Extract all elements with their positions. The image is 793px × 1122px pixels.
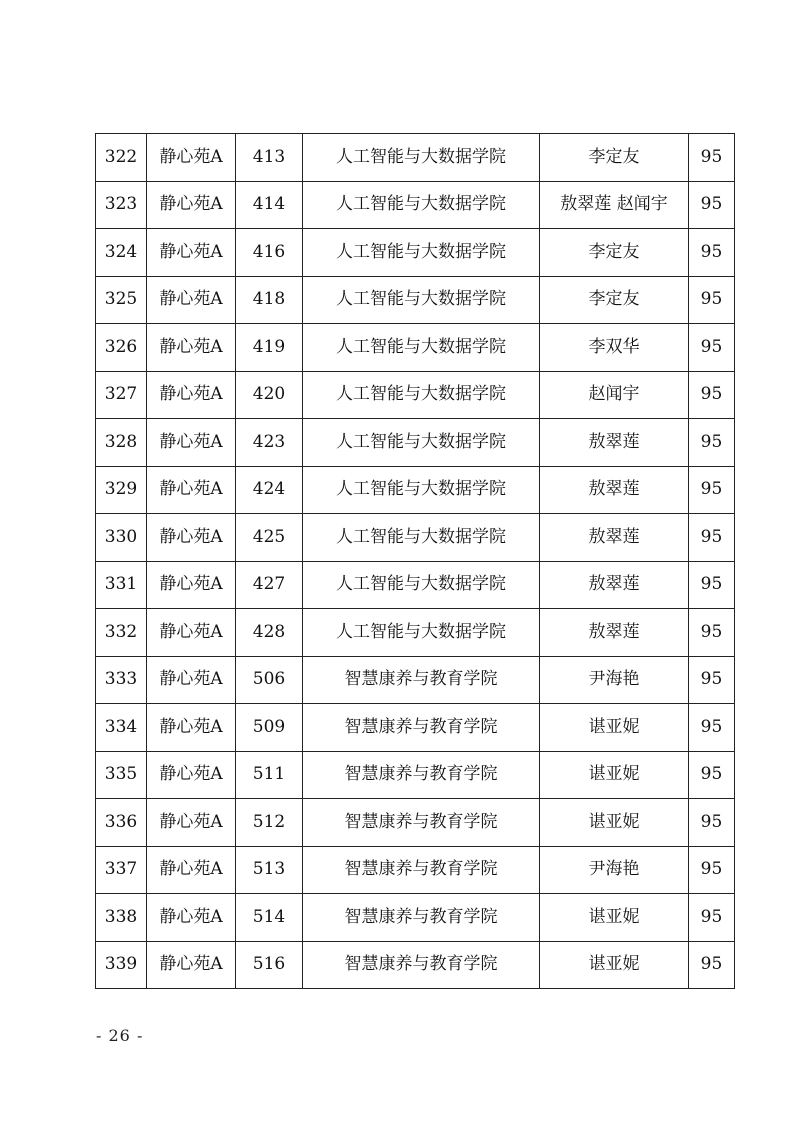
score-cell: 95 xyxy=(689,941,735,989)
college-cell: 人工智能与大数据学院 xyxy=(303,561,540,609)
teacher-cell: 尹海艳 xyxy=(540,846,689,894)
room-number-cell: 424 xyxy=(236,466,303,514)
building-cell: 静心苑A xyxy=(147,561,236,609)
room-number-cell: 514 xyxy=(236,894,303,942)
score-cell: 95 xyxy=(689,466,735,514)
score-cell: 95 xyxy=(689,514,735,562)
table-row xyxy=(96,181,735,229)
building-cell: 静心苑A xyxy=(147,751,236,799)
teacher-cell: 敖翠莲 xyxy=(540,514,689,562)
row-number-cell: 339 xyxy=(96,941,147,989)
page-number: - 26 - xyxy=(96,1026,144,1045)
score-cell: 95 xyxy=(689,419,735,467)
score-cell: 95 xyxy=(689,704,735,752)
building-cell: 静心苑A xyxy=(147,799,236,847)
dormitory-score-table xyxy=(95,133,735,989)
row-number-cell: 330 xyxy=(96,514,147,562)
building-cell: 静心苑A xyxy=(147,609,236,657)
college-cell: 人工智能与大数据学院 xyxy=(303,134,540,182)
score-cell: 95 xyxy=(689,799,735,847)
table-row xyxy=(96,514,735,562)
room-number-cell: 418 xyxy=(236,276,303,324)
college-cell: 人工智能与大数据学院 xyxy=(303,466,540,514)
row-number-cell: 331 xyxy=(96,561,147,609)
building-cell: 静心苑A xyxy=(147,941,236,989)
college-cell: 人工智能与大数据学院 xyxy=(303,609,540,657)
row-number-cell: 336 xyxy=(96,799,147,847)
college-cell: 智慧康养与教育学院 xyxy=(303,894,540,942)
teacher-cell: 赵闻宇 xyxy=(540,371,689,419)
room-number-cell: 511 xyxy=(236,751,303,799)
college-cell: 智慧康养与教育学院 xyxy=(303,846,540,894)
row-number-cell: 326 xyxy=(96,324,147,372)
score-cell: 95 xyxy=(689,561,735,609)
building-cell: 静心苑A xyxy=(147,276,236,324)
table-row xyxy=(96,276,735,324)
table-row xyxy=(96,324,735,372)
room-number-cell: 428 xyxy=(236,609,303,657)
room-number-cell: 516 xyxy=(236,941,303,989)
room-number-cell: 427 xyxy=(236,561,303,609)
building-cell: 静心苑A xyxy=(147,704,236,752)
score-cell: 95 xyxy=(689,229,735,277)
row-number-cell: 327 xyxy=(96,371,147,419)
room-number-cell: 423 xyxy=(236,419,303,467)
table-row xyxy=(96,419,735,467)
room-number-cell: 419 xyxy=(236,324,303,372)
row-number-cell: 337 xyxy=(96,846,147,894)
college-cell: 智慧康养与教育学院 xyxy=(303,656,540,704)
teacher-cell: 李双华 xyxy=(540,324,689,372)
room-number-cell: 509 xyxy=(236,704,303,752)
room-number-cell: 420 xyxy=(236,371,303,419)
table-row xyxy=(96,229,735,277)
building-cell: 静心苑A xyxy=(147,229,236,277)
teacher-cell: 敖翠莲 xyxy=(540,561,689,609)
college-cell: 人工智能与大数据学院 xyxy=(303,276,540,324)
score-cell: 95 xyxy=(689,846,735,894)
table-row xyxy=(96,894,735,942)
teacher-cell: 尹海艳 xyxy=(540,656,689,704)
room-number-cell: 425 xyxy=(236,514,303,562)
score-cell: 95 xyxy=(689,276,735,324)
score-cell: 95 xyxy=(689,609,735,657)
row-number-cell: 333 xyxy=(96,656,147,704)
row-number-cell: 332 xyxy=(96,609,147,657)
room-number-cell: 413 xyxy=(236,134,303,182)
score-cell: 95 xyxy=(689,371,735,419)
building-cell: 静心苑A xyxy=(147,134,236,182)
teacher-cell: 谌亚妮 xyxy=(540,799,689,847)
college-cell: 人工智能与大数据学院 xyxy=(303,514,540,562)
score-cell: 95 xyxy=(689,894,735,942)
building-cell: 静心苑A xyxy=(147,656,236,704)
teacher-cell: 谌亚妮 xyxy=(540,751,689,799)
score-cell: 95 xyxy=(689,134,735,182)
row-number-cell: 322 xyxy=(96,134,147,182)
table-row xyxy=(96,751,735,799)
college-cell: 智慧康养与教育学院 xyxy=(303,704,540,752)
building-cell: 静心苑A xyxy=(147,514,236,562)
building-cell: 静心苑A xyxy=(147,419,236,467)
building-cell: 静心苑A xyxy=(147,371,236,419)
room-number-cell: 416 xyxy=(236,229,303,277)
score-cell: 95 xyxy=(689,656,735,704)
teacher-cell: 李定友 xyxy=(540,276,689,324)
row-number-cell: 324 xyxy=(96,229,147,277)
room-number-cell: 506 xyxy=(236,656,303,704)
score-cell: 95 xyxy=(689,751,735,799)
row-number-cell: 323 xyxy=(96,181,147,229)
building-cell: 静心苑A xyxy=(147,466,236,514)
teacher-cell: 敖翠莲 xyxy=(540,419,689,467)
row-number-cell: 335 xyxy=(96,751,147,799)
table-row xyxy=(96,704,735,752)
table-row xyxy=(96,561,735,609)
score-cell: 95 xyxy=(689,181,735,229)
building-cell: 静心苑A xyxy=(147,894,236,942)
teacher-cell: 谌亚妮 xyxy=(540,941,689,989)
row-number-cell: 329 xyxy=(96,466,147,514)
row-number-cell: 325 xyxy=(96,276,147,324)
room-number-cell: 414 xyxy=(236,181,303,229)
teacher-cell: 谌亚妮 xyxy=(540,894,689,942)
building-cell: 静心苑A xyxy=(147,324,236,372)
teacher-cell: 谌亚妮 xyxy=(540,704,689,752)
row-number-cell: 328 xyxy=(96,419,147,467)
table-row xyxy=(96,134,735,182)
teacher-cell: 敖翠莲 xyxy=(540,466,689,514)
teacher-cell: 敖翠莲 赵闻宇 xyxy=(540,181,689,229)
teacher-cell: 李定友 xyxy=(540,134,689,182)
building-cell: 静心苑A xyxy=(147,846,236,894)
row-number-cell: 334 xyxy=(96,704,147,752)
college-cell: 人工智能与大数据学院 xyxy=(303,229,540,277)
table-row xyxy=(96,846,735,894)
college-cell: 智慧康养与教育学院 xyxy=(303,941,540,989)
table-row xyxy=(96,799,735,847)
college-cell: 人工智能与大数据学院 xyxy=(303,371,540,419)
teacher-cell: 敖翠莲 xyxy=(540,609,689,657)
room-number-cell: 513 xyxy=(236,846,303,894)
row-number-cell: 338 xyxy=(96,894,147,942)
teacher-cell: 李定友 xyxy=(540,229,689,277)
table-row xyxy=(96,941,735,989)
table-row xyxy=(96,466,735,514)
table-body xyxy=(96,134,735,989)
college-cell: 人工智能与大数据学院 xyxy=(303,181,540,229)
table-row xyxy=(96,656,735,704)
college-cell: 智慧康养与教育学院 xyxy=(303,751,540,799)
room-number-cell: 512 xyxy=(236,799,303,847)
table-row xyxy=(96,609,735,657)
score-cell: 95 xyxy=(689,324,735,372)
building-cell: 静心苑A xyxy=(147,181,236,229)
college-cell: 人工智能与大数据学院 xyxy=(303,419,540,467)
college-cell: 智慧康养与教育学院 xyxy=(303,799,540,847)
college-cell: 人工智能与大数据学院 xyxy=(303,324,540,372)
table-row xyxy=(96,371,735,419)
